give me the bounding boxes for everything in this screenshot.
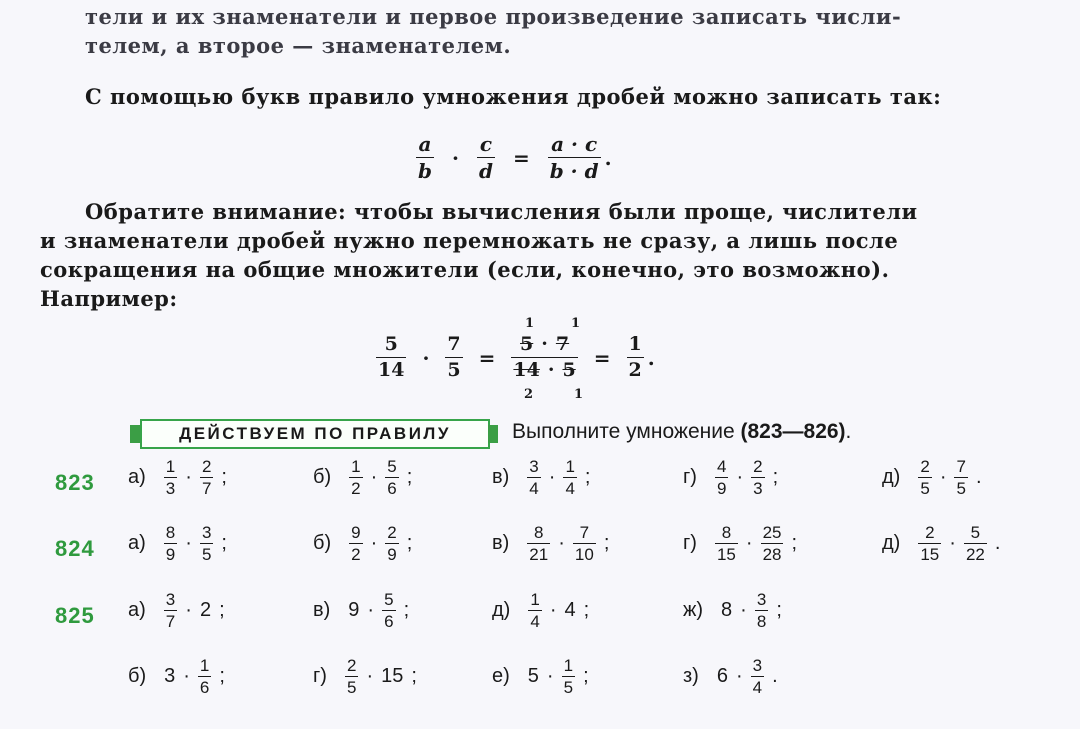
numerator: 7	[579, 523, 590, 542]
denominator: 4	[530, 612, 540, 631]
punct: ;	[776, 599, 782, 621]
banner-marker-left	[130, 425, 140, 443]
banner-instruction	[512, 420, 851, 444]
exercise-824-a	[128, 524, 227, 563]
numerator: 3	[201, 523, 212, 542]
exercise-823-d	[683, 458, 778, 497]
denominator: 21	[529, 545, 549, 564]
exercise-825-a	[128, 591, 225, 630]
item-label: г)	[313, 665, 327, 687]
numerator: 1	[199, 656, 210, 675]
whole-number: 2	[199, 599, 212, 621]
numerator: 25	[762, 523, 782, 542]
example-frac1-den: 14	[378, 359, 405, 381]
example-dot: ·	[422, 345, 430, 370]
item-label: в)	[492, 466, 510, 488]
denominator: 9	[165, 545, 176, 564]
item-label: з)	[683, 665, 699, 687]
numerator: 5	[384, 590, 394, 609]
formula-denominator: b · d	[549, 159, 599, 183]
multiplication-rule-formula	[416, 134, 612, 181]
dot: ·	[546, 665, 554, 687]
punct: ;	[791, 532, 798, 554]
punct: ;	[219, 665, 225, 687]
exercise-823-e	[882, 458, 982, 497]
reduced-bottom-right: 1	[574, 387, 584, 402]
denominator: 5	[956, 479, 966, 498]
denominator: 2	[351, 545, 361, 564]
dot: ·	[949, 532, 956, 554]
cancelled-7: 7	[555, 333, 570, 355]
item-label: б)	[313, 532, 332, 554]
denominator: 2	[351, 479, 361, 498]
example-equals: =	[478, 345, 496, 370]
formula-period: .	[604, 145, 612, 170]
item-label: д)	[882, 532, 901, 554]
numerator: 9	[351, 523, 361, 542]
dot: ·	[740, 599, 747, 621]
item-label: в)	[313, 599, 331, 621]
exercise-824-c	[492, 524, 609, 563]
example-inner-dot: ·	[541, 333, 548, 355]
item-label: б)	[313, 466, 332, 488]
para-line-1: Обратите внимание: чтобы вычисления были проще, числители	[85, 199, 918, 224]
exercise-number-824: 824	[55, 536, 95, 561]
dot: ·	[185, 466, 192, 488]
dot: ·	[745, 532, 753, 554]
exercise-823-a	[128, 458, 227, 497]
dot: ·	[183, 665, 190, 687]
item-label: д)	[492, 599, 511, 621]
numerator: 3	[529, 457, 539, 476]
denominator: 15	[920, 545, 940, 564]
item-label: в)	[492, 532, 510, 554]
numerator: 8	[721, 523, 732, 542]
numerator: 2	[387, 523, 397, 542]
exercise-824-b	[313, 524, 412, 563]
para-line-4: Например:	[40, 286, 178, 311]
text-line-1: тели и их знаменатели и первое произведение записать числи-	[85, 4, 902, 29]
punct: ;	[221, 466, 227, 488]
example-formula	[376, 335, 655, 380]
cancelled-14: 14	[513, 359, 540, 381]
example-frac1-num: 5	[384, 333, 398, 355]
dot: ·	[548, 466, 556, 488]
exercise-number-823: 823	[55, 470, 95, 495]
item-label: г)	[683, 532, 697, 554]
exercise-825-d	[492, 591, 589, 630]
example-frac2-num: 7	[447, 333, 461, 355]
punct: .	[975, 466, 982, 488]
denominator: 4	[752, 678, 763, 697]
whole-number: 9	[348, 599, 360, 621]
punct: ;	[403, 599, 410, 621]
denominator: 5	[563, 678, 574, 697]
formula-equals: =	[512, 145, 530, 170]
numerator: 1	[165, 457, 176, 476]
item-label: а)	[128, 532, 146, 554]
punct: ;	[406, 532, 413, 554]
denominator: 9	[387, 545, 397, 564]
denominator: 5	[920, 479, 930, 498]
denominator: 6	[384, 612, 394, 631]
exercise-823-c	[492, 458, 590, 497]
exercise-825-g	[313, 657, 417, 696]
item-label: б)	[128, 665, 147, 687]
item-label: е)	[492, 665, 510, 687]
reduced-top-right: 1	[571, 316, 581, 331]
exercise-823-b	[313, 458, 412, 497]
text-line-2: телем, а второе — знаменателем.	[85, 33, 512, 58]
whole-number: 15	[381, 665, 404, 687]
text-line-3: С помощью букв правило умножения дробей можно записать так:	[85, 84, 942, 109]
numerator: 8	[165, 523, 176, 542]
formula-numerator: a · c	[551, 132, 598, 156]
punct: ;	[411, 665, 417, 687]
denominator: 4	[565, 479, 575, 498]
dot: ·	[735, 665, 743, 687]
formula-b: b	[418, 159, 432, 183]
numerator: 3	[752, 656, 763, 675]
whole-number: 3	[164, 665, 176, 687]
numerator: 2	[201, 457, 212, 476]
numerator: 4	[716, 457, 727, 476]
exercise-824-e	[882, 524, 1000, 563]
punct: ;	[221, 532, 227, 554]
numerator: 3	[756, 590, 767, 609]
denominator: 4	[529, 479, 539, 498]
denominator: 28	[762, 545, 782, 564]
para-line-3: сокращения на общие множители (если, конечно, это возможно).	[40, 257, 890, 282]
formula-a: a	[418, 132, 432, 156]
para-line-2: и знаменатели дробей нужно перемножать не сразу, а лишь после	[40, 228, 899, 253]
dot: ·	[185, 532, 192, 554]
example-result-num: 1	[628, 333, 642, 355]
exercise-825-zh	[683, 591, 782, 630]
item-label: а)	[128, 466, 146, 488]
example-equals-2: =	[593, 345, 611, 370]
denominator: 10	[574, 545, 594, 564]
cancelled-5: 5	[520, 333, 534, 355]
whole-number: 8	[721, 599, 733, 621]
instruction-range: (823—826)	[740, 420, 846, 443]
item-label: г)	[683, 466, 697, 488]
denominator: 6	[199, 678, 210, 697]
punct: ;	[772, 466, 779, 488]
punct: .	[772, 665, 778, 687]
denominator: 7	[165, 612, 176, 631]
numerator: 2	[346, 656, 357, 675]
item-label: ж)	[683, 599, 704, 621]
numerator: 1	[351, 457, 361, 476]
punct: ;	[583, 665, 589, 687]
dot: ·	[558, 532, 565, 554]
punct: ;	[603, 532, 610, 554]
dot: ·	[736, 466, 744, 488]
cancelled-5-den: 5	[562, 359, 576, 381]
numerator: 2	[925, 523, 935, 542]
exercise-number-825: 825	[55, 603, 95, 628]
denominator: 6	[387, 479, 397, 498]
whole-number: 6	[716, 665, 728, 687]
numerator: 1	[565, 457, 575, 476]
item-label: а)	[128, 599, 146, 621]
rule-banner: ДЕЙСТВУЕМ ПО ПРАВИЛУ	[140, 419, 490, 449]
numerator: 2	[920, 457, 930, 476]
formula-dot: ·	[451, 145, 459, 170]
instruction-period: .	[845, 420, 852, 443]
numerator: 1	[563, 656, 574, 675]
item-label: д)	[882, 466, 901, 488]
example-result-den: 2	[628, 359, 642, 381]
punct: .	[994, 532, 1001, 554]
denominator: 7	[201, 479, 212, 498]
instruction-text: Выполните умножение	[512, 420, 741, 443]
punct: ;	[583, 599, 590, 621]
numerator: 8	[534, 523, 544, 542]
exercise-825-e	[492, 657, 589, 696]
numerator: 7	[956, 457, 966, 476]
numerator: 5	[387, 457, 397, 476]
numerator: 2	[753, 457, 763, 476]
punct: ;	[406, 466, 413, 488]
exercise-825-v	[313, 591, 409, 630]
denominator: 5	[346, 678, 357, 697]
denominator: 5	[201, 545, 212, 564]
reduced-top-left: 1	[525, 316, 535, 331]
example-inner-dot-2: ·	[547, 359, 555, 381]
example-frac2-den: 5	[447, 359, 461, 381]
reduced-bottom-left: 2	[524, 387, 534, 402]
numerator: 3	[165, 590, 176, 609]
dot: ·	[370, 466, 378, 488]
dot: ·	[549, 599, 557, 621]
numerator: 5	[970, 523, 981, 542]
formula-d: d	[478, 159, 493, 183]
dot: ·	[370, 532, 378, 554]
dot: ·	[366, 665, 374, 687]
dot: ·	[367, 599, 375, 621]
denominator: 9	[716, 479, 727, 498]
punct: ;	[584, 466, 591, 488]
denominator: 15	[716, 545, 736, 564]
dot: ·	[185, 599, 192, 621]
dot: ·	[939, 466, 947, 488]
whole-number: 5	[527, 665, 539, 687]
exercise-825-z	[683, 657, 778, 696]
numerator: 1	[530, 590, 540, 609]
denominator: 22	[965, 545, 985, 564]
punct: ;	[219, 599, 225, 621]
denominator: 3	[753, 479, 763, 498]
formula-c: c	[479, 132, 493, 156]
whole-number: 4	[564, 599, 576, 621]
exercise-824-d	[683, 524, 797, 563]
exercise-825-b	[128, 657, 225, 696]
banner-marker-right	[488, 425, 498, 443]
denominator: 3	[165, 479, 176, 498]
denominator: 8	[756, 612, 767, 631]
example-period: .	[647, 345, 655, 370]
